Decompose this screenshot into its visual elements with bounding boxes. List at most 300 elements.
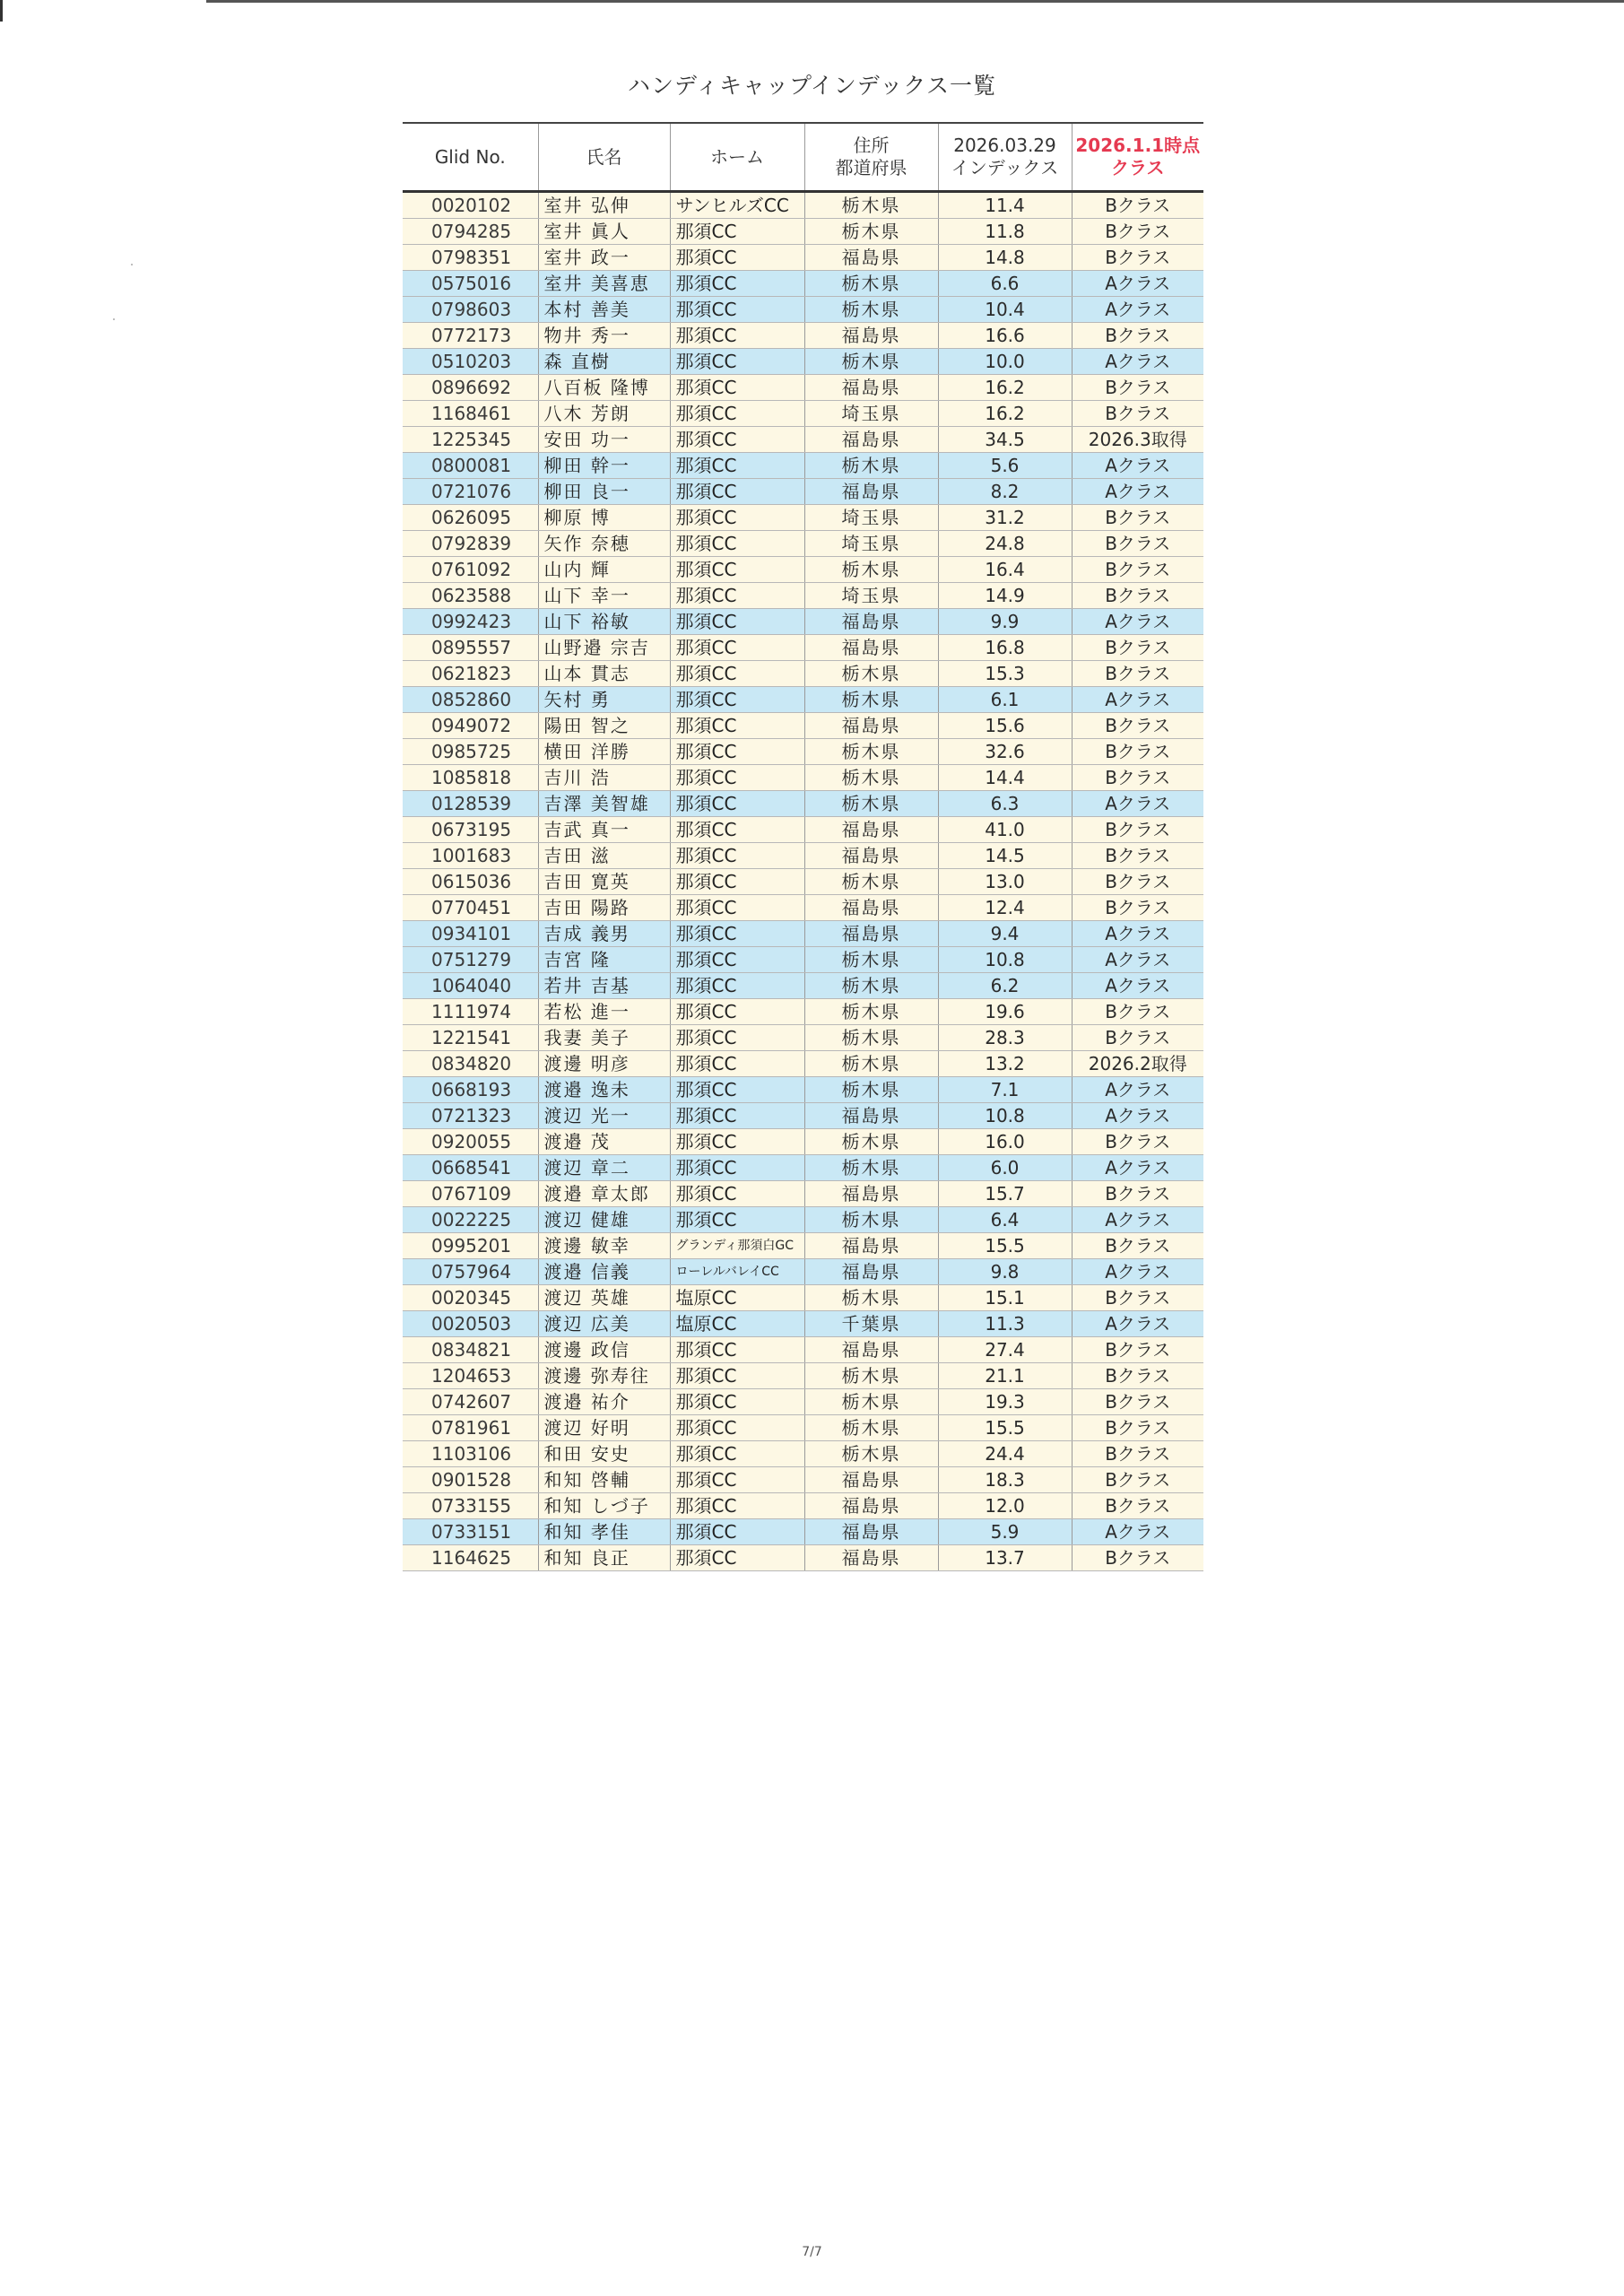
scan-top-edge — [206, 0, 1624, 3]
name-cell: 物井 秀一 — [538, 323, 670, 349]
glid-no-cell: 1168461 — [403, 401, 538, 427]
name-cell: 山本 貫志 — [538, 661, 670, 687]
glid-no-cell: 0781961 — [403, 1415, 538, 1441]
glid-no-cell: 0992423 — [403, 609, 538, 635]
glid-no-cell: 1001683 — [403, 843, 538, 869]
name-cell: 室井 政一 — [538, 245, 670, 271]
name-cell: 渡邉 信義 — [538, 1259, 670, 1285]
prefecture-cell: 栃木県 — [804, 791, 938, 817]
class-cell: Bクラス — [1072, 843, 1203, 869]
page-title: ハンディキャップインデックス一覧 — [627, 73, 996, 99]
glid-no-cell: 0128539 — [403, 791, 538, 817]
class-cell: Bクラス — [1072, 1441, 1203, 1467]
class-cell: Bクラス — [1072, 1233, 1203, 1259]
name-cell: 吉田 陽路 — [538, 895, 670, 921]
class-cell: Bクラス — [1072, 192, 1203, 219]
glid-no-cell: 0575016 — [403, 271, 538, 297]
name-cell: 渡辺 好明 — [538, 1415, 670, 1441]
header-class-line: クラス — [1111, 157, 1165, 178]
name-cell: 柳田 良一 — [538, 479, 670, 505]
table-row — [403, 661, 1203, 687]
prefecture-cell: 福島県 — [804, 1259, 938, 1285]
name-cell: 室井 弘伸 — [538, 192, 670, 219]
table-row — [403, 1545, 1203, 1571]
home-cell: 那須CC — [670, 219, 804, 245]
prefecture-cell: 福島県 — [804, 921, 938, 947]
glid-no-cell: 0934101 — [403, 921, 538, 947]
table-row — [403, 323, 1203, 349]
table-row — [403, 791, 1203, 817]
prefecture-cell: 福島県 — [804, 609, 938, 635]
class-cell: Aクラス — [1072, 297, 1203, 323]
class-cell: Aクラス — [1072, 1077, 1203, 1103]
prefecture-cell: 福島県 — [804, 1233, 938, 1259]
prefecture-cell: 栃木県 — [804, 661, 938, 687]
class-cell: Aクラス — [1072, 271, 1203, 297]
table-row — [403, 1285, 1203, 1311]
glid-no-cell: 0022225 — [403, 1207, 538, 1233]
header-home — [670, 123, 804, 192]
class-cell: Aクラス — [1072, 479, 1203, 505]
index-cell: 15.5 — [938, 1233, 1072, 1259]
glid-no-cell: 0733151 — [403, 1519, 538, 1545]
index-cell: 9.4 — [938, 921, 1072, 947]
class-cell: Bクラス — [1072, 635, 1203, 661]
name-cell: 森 直樹 — [538, 349, 670, 375]
home-cell: 那須CC — [670, 1025, 804, 1051]
table-row — [403, 1493, 1203, 1519]
index-cell: 7.1 — [938, 1077, 1072, 1103]
class-cell: Bクラス — [1072, 1337, 1203, 1363]
name-cell: 矢村 勇 — [538, 687, 670, 713]
name-cell: 室井 眞人 — [538, 219, 670, 245]
table-row — [403, 1467, 1203, 1493]
class-cell: Bクラス — [1072, 765, 1203, 791]
index-cell: 10.8 — [938, 1103, 1072, 1129]
index-cell: 24.4 — [938, 1441, 1072, 1467]
class-cell: Bクラス — [1072, 739, 1203, 765]
table-row — [403, 401, 1203, 427]
prefecture-cell: 栃木県 — [804, 453, 938, 479]
glid-no-cell: 0798351 — [403, 245, 538, 271]
class-cell: Aクラス — [1072, 1155, 1203, 1181]
name-cell: 柳原 博 — [538, 505, 670, 531]
index-cell: 14.4 — [938, 765, 1072, 791]
table-row — [403, 1363, 1203, 1389]
table-row — [403, 1207, 1203, 1233]
name-cell: 和知 良正 — [538, 1545, 670, 1571]
index-cell: 11.8 — [938, 219, 1072, 245]
header-home-line: ホーム — [710, 145, 764, 168]
home-cell: 那須CC — [670, 661, 804, 687]
table-row — [403, 349, 1203, 375]
name-cell: 八百板 隆博 — [538, 375, 670, 401]
glid-no-cell: 0020345 — [403, 1285, 538, 1311]
table-row — [403, 765, 1203, 791]
table-header-row — [403, 123, 1203, 192]
table-row — [403, 219, 1203, 245]
prefecture-cell: 栃木県 — [804, 1441, 938, 1467]
table-row — [403, 635, 1203, 661]
glid-no-cell: 1204653 — [403, 1363, 538, 1389]
index-cell: 6.6 — [938, 271, 1072, 297]
class-cell: Aクラス — [1072, 1207, 1203, 1233]
index-cell: 13.2 — [938, 1051, 1072, 1077]
name-cell: 渡邊 政信 — [538, 1337, 670, 1363]
index-cell: 14.8 — [938, 245, 1072, 271]
name-cell: 横田 洋勝 — [538, 739, 670, 765]
prefecture-cell: 福島県 — [804, 713, 938, 739]
prefecture-cell: 栃木県 — [804, 297, 938, 323]
name-cell: 和田 安史 — [538, 1441, 670, 1467]
prefecture-cell: 福島県 — [804, 427, 938, 453]
class-cell: Bクラス — [1072, 505, 1203, 531]
home-cell: 那須CC — [670, 843, 804, 869]
index-cell: 28.3 — [938, 1025, 1072, 1051]
prefecture-cell: 栃木県 — [804, 739, 938, 765]
prefecture-cell: 栃木県 — [804, 765, 938, 791]
home-cell: 那須CC — [670, 1441, 804, 1467]
home-cell: 那須CC — [670, 609, 804, 635]
class-cell: 2026.2取得 — [1072, 1051, 1203, 1077]
table-row — [403, 1155, 1203, 1181]
index-cell: 32.6 — [938, 739, 1072, 765]
table-row — [403, 297, 1203, 323]
name-cell: 山下 幸一 — [538, 583, 670, 609]
name-cell: 渡邊 弥寿往 — [538, 1363, 670, 1389]
prefecture-cell: 福島県 — [804, 635, 938, 661]
class-cell: Aクラス — [1072, 791, 1203, 817]
class-cell: Bクラス — [1072, 1363, 1203, 1389]
prefecture-cell: 栃木県 — [804, 1077, 938, 1103]
table-row — [403, 1519, 1203, 1545]
home-cell: 那須CC — [670, 1467, 804, 1493]
class-cell: Bクラス — [1072, 1389, 1203, 1415]
glid-no-cell: 0733155 — [403, 1493, 538, 1519]
class-cell: Bクラス — [1072, 1129, 1203, 1155]
table-row — [403, 479, 1203, 505]
home-cell: 那須CC — [670, 297, 804, 323]
table-row — [403, 505, 1203, 531]
name-cell: 渡辺 光一 — [538, 1103, 670, 1129]
scan-speck — [113, 318, 115, 320]
index-cell: 15.1 — [938, 1285, 1072, 1311]
glid-no-cell: 0721076 — [403, 479, 538, 505]
glid-no-cell: 0757964 — [403, 1259, 538, 1285]
class-cell: Bクラス — [1072, 1545, 1203, 1571]
header-prefecture-line: 都道府県 — [835, 157, 908, 178]
class-cell: Aクラス — [1072, 349, 1203, 375]
table-row — [403, 869, 1203, 895]
table-row — [403, 1337, 1203, 1363]
home-cell: 那須CC — [670, 479, 804, 505]
index-cell: 15.3 — [938, 661, 1072, 687]
name-cell: 渡辺 英雄 — [538, 1285, 670, 1311]
table-row — [403, 895, 1203, 921]
name-cell: 吉武 真一 — [538, 817, 670, 843]
glid-no-cell: 0834820 — [403, 1051, 538, 1077]
name-cell: 吉澤 美智雄 — [538, 791, 670, 817]
prefecture-cell: 栃木県 — [804, 1285, 938, 1311]
glid-no-cell: 0800081 — [403, 453, 538, 479]
prefecture-cell: 埼玉県 — [804, 583, 938, 609]
home-cell: 那須CC — [670, 713, 804, 739]
glid-no-cell: 0792839 — [403, 531, 538, 557]
index-cell: 16.6 — [938, 323, 1072, 349]
prefecture-cell: 福島県 — [804, 895, 938, 921]
home-cell: 那須CC — [670, 531, 804, 557]
prefecture-cell: 福島県 — [804, 817, 938, 843]
index-cell: 6.2 — [938, 973, 1072, 999]
glid-no-cell: 0668193 — [403, 1077, 538, 1103]
header-glid-no-line: Glid No. — [434, 145, 506, 168]
table-row — [403, 739, 1203, 765]
table-row — [403, 999, 1203, 1025]
header-index — [938, 123, 1072, 192]
table-row — [403, 453, 1203, 479]
glid-no-cell: 1111974 — [403, 999, 538, 1025]
home-cell: 那須CC — [670, 427, 804, 453]
index-cell: 15.7 — [938, 1181, 1072, 1207]
index-cell: 27.4 — [938, 1337, 1072, 1363]
index-cell: 6.4 — [938, 1207, 1072, 1233]
prefecture-cell: 栃木県 — [804, 271, 938, 297]
glid-no-cell: 1085818 — [403, 765, 538, 791]
index-cell: 31.2 — [938, 505, 1072, 531]
home-cell: ローレルバレイCC — [670, 1259, 804, 1285]
prefecture-cell: 福島県 — [804, 1467, 938, 1493]
home-cell: 那須CC — [670, 505, 804, 531]
class-cell: Aクラス — [1072, 609, 1203, 635]
name-cell: 陽田 智之 — [538, 713, 670, 739]
index-cell: 6.1 — [938, 687, 1072, 713]
table-row — [403, 687, 1203, 713]
name-cell: 山内 輝 — [538, 557, 670, 583]
index-cell: 9.9 — [938, 609, 1072, 635]
index-cell: 16.2 — [938, 401, 1072, 427]
class-cell: Bクラス — [1072, 401, 1203, 427]
home-cell: 那須CC — [670, 895, 804, 921]
name-cell: 我妻 美子 — [538, 1025, 670, 1051]
name-cell: 渡邉 逸未 — [538, 1077, 670, 1103]
class-cell: Bクラス — [1072, 817, 1203, 843]
glid-no-cell: 1103106 — [403, 1441, 538, 1467]
prefecture-cell: 福島県 — [804, 479, 938, 505]
table-body — [403, 192, 1203, 1571]
index-cell: 16.8 — [938, 635, 1072, 661]
prefecture-cell: 福島県 — [804, 1181, 938, 1207]
table-row — [403, 921, 1203, 947]
home-cell: 那須CC — [670, 921, 804, 947]
index-cell: 6.3 — [938, 791, 1072, 817]
class-cell: Bクラス — [1072, 375, 1203, 401]
index-cell: 6.0 — [938, 1155, 1072, 1181]
glid-no-cell: 0751279 — [403, 947, 538, 973]
glid-no-cell: 0721323 — [403, 1103, 538, 1129]
glid-no-cell: 0767109 — [403, 1181, 538, 1207]
index-cell: 24.8 — [938, 531, 1072, 557]
glid-no-cell: 1221541 — [403, 1025, 538, 1051]
name-cell: 吉成 義男 — [538, 921, 670, 947]
name-cell: 若井 吉基 — [538, 973, 670, 999]
prefecture-cell: 栃木県 — [804, 999, 938, 1025]
index-cell: 11.3 — [938, 1311, 1072, 1337]
class-cell: Bクラス — [1072, 323, 1203, 349]
table-row — [403, 1129, 1203, 1155]
prefecture-cell: 福島県 — [804, 245, 938, 271]
class-cell: Bクラス — [1072, 661, 1203, 687]
class-cell: Aクラス — [1072, 1311, 1203, 1337]
home-cell: 那須CC — [670, 1207, 804, 1233]
table-row — [403, 1259, 1203, 1285]
name-cell: 渡邊 敏幸 — [538, 1233, 670, 1259]
glid-no-cell: 0621823 — [403, 661, 538, 687]
handicap-table — [403, 122, 1203, 1571]
table-row — [403, 843, 1203, 869]
prefecture-cell: 埼玉県 — [804, 505, 938, 531]
glid-no-cell: 0673195 — [403, 817, 538, 843]
home-cell: 那須CC — [670, 1181, 804, 1207]
index-cell: 8.2 — [938, 479, 1072, 505]
glid-no-cell: 0770451 — [403, 895, 538, 921]
home-cell: 那須CC — [670, 323, 804, 349]
class-cell: Aクラス — [1072, 973, 1203, 999]
name-cell: 和知 孝佳 — [538, 1519, 670, 1545]
glid-no-cell: 0668541 — [403, 1155, 538, 1181]
prefecture-cell: 栃木県 — [804, 869, 938, 895]
class-cell: Bクラス — [1072, 895, 1203, 921]
header-index-line: インデックス — [951, 157, 1059, 178]
home-cell: 那須CC — [670, 401, 804, 427]
home-cell: サンヒルズCC — [670, 192, 804, 219]
header-glid-no — [403, 123, 538, 192]
table-row — [403, 973, 1203, 999]
header-name-line: 氏名 — [586, 145, 622, 168]
index-cell: 21.1 — [938, 1363, 1072, 1389]
glid-no-cell: 0995201 — [403, 1233, 538, 1259]
index-cell: 18.3 — [938, 1467, 1072, 1493]
header-name — [538, 123, 670, 192]
table-row — [403, 1077, 1203, 1103]
table-row — [403, 713, 1203, 739]
class-cell: Bクラス — [1072, 1467, 1203, 1493]
home-cell: 那須CC — [670, 583, 804, 609]
class-cell: Bクラス — [1072, 1493, 1203, 1519]
prefecture-cell: 福島県 — [804, 323, 938, 349]
glid-no-cell: 0920055 — [403, 1129, 538, 1155]
table-row — [403, 609, 1203, 635]
class-cell: Aクラス — [1072, 1519, 1203, 1545]
prefecture-cell: 栃木県 — [804, 219, 938, 245]
page-number: 7/7 — [802, 2245, 822, 2259]
glid-no-cell: 0901528 — [403, 1467, 538, 1493]
prefecture-cell: 福島県 — [804, 375, 938, 401]
home-cell: 那須CC — [670, 999, 804, 1025]
index-cell: 15.6 — [938, 713, 1072, 739]
class-cell: Bクラス — [1072, 531, 1203, 557]
home-cell: 那須CC — [670, 453, 804, 479]
prefecture-cell: 栃木県 — [804, 1155, 938, 1181]
prefecture-cell: 栃木県 — [804, 1025, 938, 1051]
class-cell: Bクラス — [1072, 869, 1203, 895]
home-cell: 那須CC — [670, 1389, 804, 1415]
name-cell: 和知 しづ子 — [538, 1493, 670, 1519]
name-cell: 柳田 幹一 — [538, 453, 670, 479]
home-cell: グランディ那須白GC — [670, 1233, 804, 1259]
home-cell: 那須CC — [670, 1051, 804, 1077]
class-cell: Bクラス — [1072, 713, 1203, 739]
prefecture-cell: 福島県 — [804, 1545, 938, 1571]
table-row — [403, 817, 1203, 843]
name-cell: 吉川 浩 — [538, 765, 670, 791]
glid-no-cell: 0895557 — [403, 635, 538, 661]
prefecture-cell: 福島県 — [804, 843, 938, 869]
prefecture-cell: 栃木県 — [804, 1207, 938, 1233]
name-cell: 山野邉 宗吉 — [538, 635, 670, 661]
table-row — [403, 557, 1203, 583]
name-cell: 室井 美喜恵 — [538, 271, 670, 297]
index-cell: 10.4 — [938, 297, 1072, 323]
table-row — [403, 375, 1203, 401]
home-cell: 那須CC — [670, 739, 804, 765]
index-cell: 15.5 — [938, 1415, 1072, 1441]
header-prefecture — [804, 123, 938, 192]
index-cell: 16.2 — [938, 375, 1072, 401]
prefecture-cell: 栃木県 — [804, 1051, 938, 1077]
name-cell: 渡辺 章二 — [538, 1155, 670, 1181]
class-cell: Bクラス — [1072, 219, 1203, 245]
home-cell: 那須CC — [670, 869, 804, 895]
class-cell: Aクラス — [1072, 1259, 1203, 1285]
table-row — [403, 947, 1203, 973]
name-cell: 山下 裕敏 — [538, 609, 670, 635]
name-cell: 安田 功一 — [538, 427, 670, 453]
header-index-line: 2026.03.29 — [953, 135, 1056, 156]
prefecture-cell: 栃木県 — [804, 1415, 938, 1441]
name-cell: 八木 芳朗 — [538, 401, 670, 427]
name-cell: 渡邉 章太郎 — [538, 1181, 670, 1207]
prefecture-cell: 栃木県 — [804, 1389, 938, 1415]
class-cell: Aクラス — [1072, 687, 1203, 713]
name-cell: 吉宮 隆 — [538, 947, 670, 973]
table-row — [403, 1025, 1203, 1051]
index-cell: 19.6 — [938, 999, 1072, 1025]
name-cell: 吉田 滋 — [538, 843, 670, 869]
index-cell: 12.4 — [938, 895, 1072, 921]
prefecture-cell: 栃木県 — [804, 947, 938, 973]
table-row — [403, 1103, 1203, 1129]
home-cell: 那須CC — [670, 1129, 804, 1155]
glid-no-cell: 0985725 — [403, 739, 538, 765]
prefecture-cell: 栃木県 — [804, 1363, 938, 1389]
index-cell: 14.9 — [938, 583, 1072, 609]
class-cell: Bクラス — [1072, 583, 1203, 609]
glid-no-cell: 0798603 — [403, 297, 538, 323]
class-cell: Bクラス — [1072, 1415, 1203, 1441]
home-cell: 那須CC — [670, 1545, 804, 1571]
glid-no-cell: 0852860 — [403, 687, 538, 713]
index-cell: 11.4 — [938, 192, 1072, 219]
home-cell: 那須CC — [670, 973, 804, 999]
glid-no-cell: 0626095 — [403, 505, 538, 531]
home-cell: 那須CC — [670, 1415, 804, 1441]
glid-no-cell: 0615036 — [403, 869, 538, 895]
home-cell: 那須CC — [670, 1493, 804, 1519]
prefecture-cell: 栃木県 — [804, 973, 938, 999]
class-cell: Aクラス — [1072, 1103, 1203, 1129]
home-cell: 那須CC — [670, 1337, 804, 1363]
table-row — [403, 583, 1203, 609]
